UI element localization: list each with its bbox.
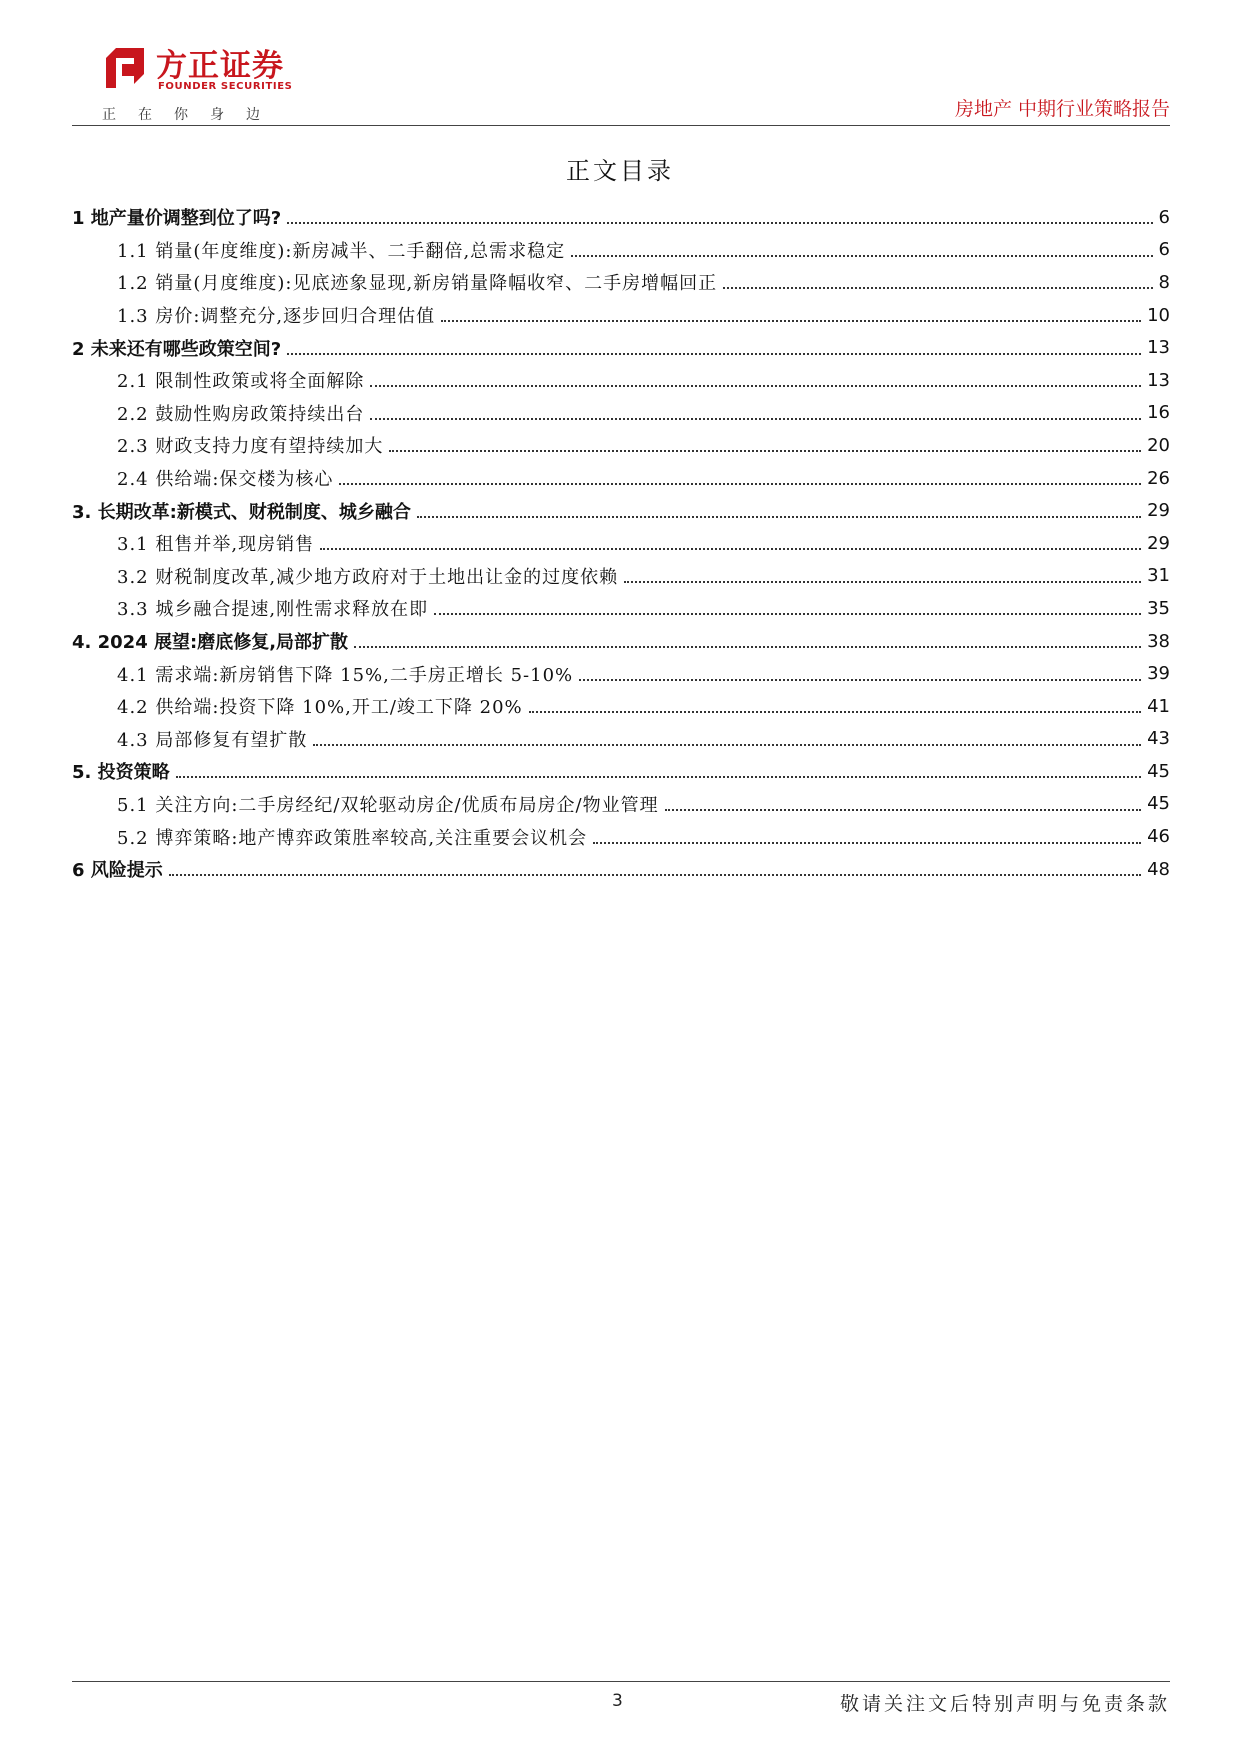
toc-entry-page: 29 [1147, 532, 1170, 554]
toc-subsection[interactable] [72, 364, 1170, 397]
toc-subsection[interactable] [72, 234, 1170, 267]
toc-entry-page: 41 [1147, 695, 1170, 717]
toc-dot-leader [176, 776, 1141, 778]
founder-logo-icon [102, 44, 148, 90]
toc-entry-title: 3. 长期改革:新模式、财税制度、城乡融合 [72, 501, 411, 523]
toc-entry-page: 45 [1147, 793, 1170, 815]
toc-entry-title: 2 未来还有哪些政策空间? [72, 338, 282, 360]
toc-dot-leader [287, 353, 1141, 355]
toc-subsection[interactable] [72, 462, 1170, 495]
toc-dot-leader [370, 385, 1141, 387]
toc-entry-page: 46 [1147, 826, 1170, 848]
toc-subsection[interactable] [72, 788, 1170, 821]
toc-entry-page: 31 [1147, 565, 1170, 587]
logo-english-name: FOUNDER SECURITIES [158, 81, 293, 92]
toc-subsection[interactable] [72, 266, 1170, 299]
toc-subsection[interactable] [72, 397, 1170, 430]
toc-dot-leader [665, 809, 1141, 811]
toc-entry-page: 43 [1147, 728, 1170, 750]
toc-entry-page: 38 [1147, 630, 1170, 652]
toc-subsection[interactable] [72, 592, 1170, 625]
toc-dot-leader [389, 450, 1141, 452]
toc-entry-title: 1.1 销量(年度维度):新房减半、二手翻倍,总需求稳定 [117, 240, 566, 262]
toc-entry-title: 5.1 关注方向:二手房经纪/双轮驱动房企/优质布局房企/物业管理 [117, 794, 659, 816]
toc-entry-page: 8 [1158, 271, 1170, 293]
toc-section[interactable] [72, 755, 1170, 788]
page-header [72, 38, 1170, 126]
footer-divider [72, 1681, 1170, 1682]
table-of-contents [72, 201, 1170, 885]
toc-dot-leader [354, 646, 1141, 648]
toc-entry-page: 35 [1147, 597, 1170, 619]
toc-entry-title: 2.3 财政支持力度有望持续加大 [117, 436, 384, 458]
toc-subsection[interactable] [72, 429, 1170, 462]
toc-entry-title: 4.3 局部修复有望扩散 [117, 729, 308, 751]
toc-entry-page: 45 [1147, 760, 1170, 782]
company-slogan: 正在你身边 [102, 107, 282, 123]
company-logo [102, 44, 362, 102]
toc-entry-title: 4.1 需求端:新房销售下降 15%,二手房正增长 5-10% [117, 664, 574, 686]
toc-subsection[interactable] [72, 723, 1170, 756]
toc-entry-title: 3.1 租售并举,现房销售 [117, 534, 315, 556]
toc-dot-leader [370, 418, 1141, 420]
toc-section[interactable] [72, 853, 1170, 886]
toc-entry-page: 26 [1147, 467, 1170, 489]
toc-entry-page: 13 [1147, 337, 1170, 359]
toc-entry-title: 1 地产量价调整到位了吗? [72, 208, 282, 230]
toc-subsection[interactable] [72, 690, 1170, 723]
toc-entry-page: 39 [1147, 663, 1170, 685]
toc-dot-leader [571, 255, 1152, 257]
toc-entry-title: 3.3 城乡融合提速,刚性需求释放在即 [117, 599, 429, 621]
toc-entry-title: 5.2 博弈策略:地产博弈政策胜率较高,关注重要会议机会 [117, 827, 588, 849]
toc-dot-leader [339, 483, 1141, 485]
header-divider [72, 125, 1170, 126]
disclaimer-notice: 敬请关注文后特别声明与免责条款 [839, 1693, 1170, 1715]
toc-dot-leader [320, 548, 1141, 550]
toc-subsection[interactable] [72, 299, 1170, 332]
toc-entry-title: 5. 投资策略 [72, 762, 170, 784]
report-category: 房地产 中期行业策略报告 [954, 98, 1170, 120]
toc-entry-page: 6 [1158, 239, 1170, 261]
toc-entry-page: 48 [1147, 858, 1170, 880]
toc-entry-page: 16 [1147, 402, 1170, 424]
toc-dot-leader [593, 842, 1141, 844]
toc-entry-page: 29 [1147, 500, 1170, 522]
toc-dot-leader [313, 744, 1141, 746]
toc-entry-title: 1.3 房价:调整充分,逐步回归合理估值 [117, 306, 436, 328]
toc-entry-title: 1.2 销量(月度维度):见底迹象显现,新房销量降幅收窄、二手房增幅回正 [117, 273, 718, 295]
toc-entry-page: 10 [1147, 304, 1170, 326]
logo-chinese-name: 方正证券 [156, 48, 284, 84]
toc-entry-page: 20 [1147, 434, 1170, 456]
page-number: 3 [612, 1691, 623, 1711]
toc-section[interactable] [72, 625, 1170, 658]
toc-title: 正文目录 [566, 157, 674, 185]
toc-entry-title: 6 风险提示 [72, 860, 163, 882]
toc-dot-leader [417, 516, 1141, 518]
toc-dot-leader [287, 222, 1152, 224]
toc-entry-title: 2.4 供给端:保交楼为核心 [117, 469, 334, 491]
toc-dot-leader [579, 679, 1141, 681]
toc-entry-title: 4.2 供给端:投资下降 10%,开工/竣工下降 20% [117, 697, 523, 719]
toc-subsection[interactable] [72, 820, 1170, 853]
toc-entry-page: 6 [1158, 206, 1170, 228]
toc-dot-leader [624, 581, 1141, 583]
toc-section[interactable] [72, 201, 1170, 234]
toc-entry-title: 2.1 限制性政策或将全面解除 [117, 371, 365, 393]
toc-dot-leader [441, 320, 1141, 322]
toc-dot-leader [723, 287, 1152, 289]
toc-subsection[interactable] [72, 560, 1170, 593]
toc-dot-leader [529, 711, 1141, 713]
toc-entry-title: 3.2 财税制度改革,减少地方政府对于土地出让金的过度依赖 [117, 566, 619, 588]
toc-dot-leader [169, 874, 1141, 876]
toc-subsection[interactable] [72, 527, 1170, 560]
toc-subsection[interactable] [72, 657, 1170, 690]
toc-section[interactable] [72, 494, 1170, 527]
toc-section[interactable] [72, 331, 1170, 364]
toc-entry-title: 2.2 鼓励性购房政策持续出台 [117, 403, 365, 425]
toc-entry-title: 4. 2024 展望:磨底修复,局部扩散 [72, 632, 349, 654]
toc-dot-leader [434, 613, 1141, 615]
toc-entry-page: 13 [1147, 369, 1170, 391]
